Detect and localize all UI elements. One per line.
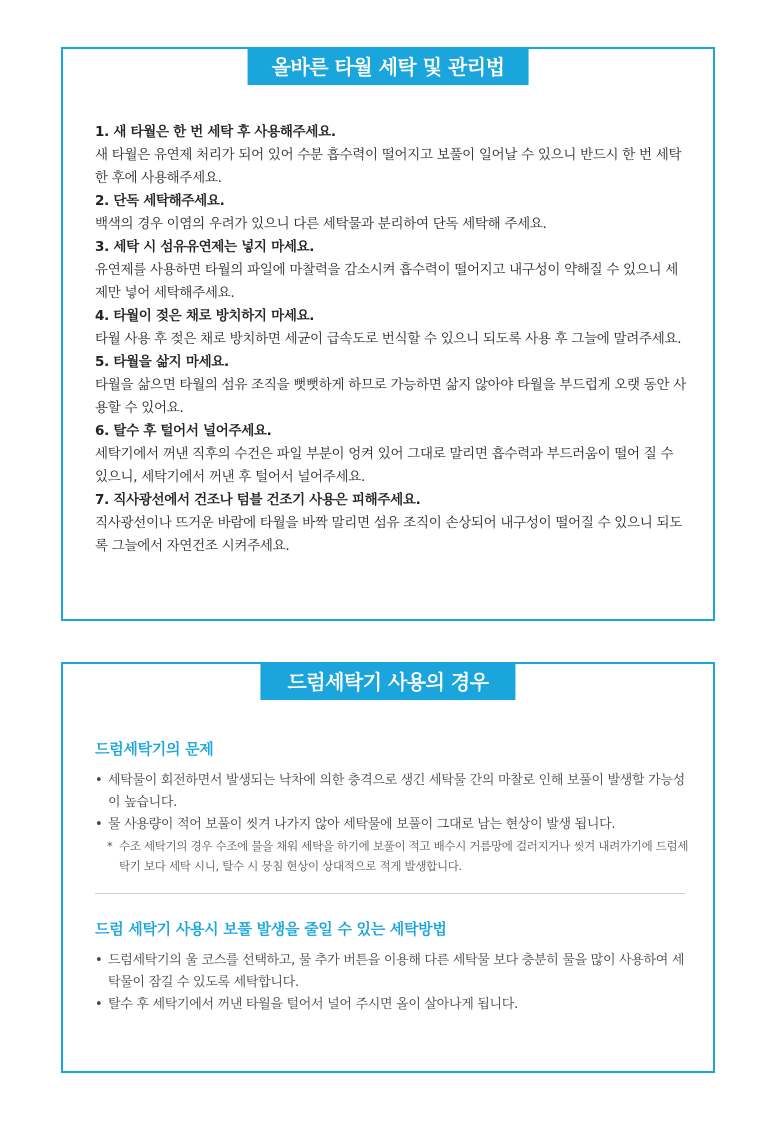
towel-care-section: [61, 47, 715, 621]
care-rule-body: 직사광선이나 뜨거운 바람에 타월을 바짝 말리면 섬유 조직이 손상되어 내구성이 떨어질 수 있으니 되도록 그늘에서 자연건조 시켜주세요.: [95, 515, 683, 554]
care-rule-heading: 7. 직사광선에서 건조나 텀블 건조기 사용은 피해주세요.: [95, 492, 421, 508]
list-item: • 드럼세탁기의 울 코스를 선택하고, 물 추가 버튼을 이용해 다른 세탁물 보다 충분히 물을 많이 사용하여 세탁물이 잠길 수 있도록 세탁합니다.: [95, 950, 691, 994]
drum-method-heading: 드럼 세탁기 사용시 보풀 발생을 줄일 수 있는 세탁방법: [95, 920, 447, 938]
care-rule-heading: 6. 탈수 후 털어서 널어주세요.: [95, 423, 272, 439]
care-rule: [95, 420, 689, 489]
drum-problem-list: [95, 770, 691, 836]
care-rule: [95, 351, 689, 420]
list-item: • 세탁물이 회전하면서 발생되는 낙차에 의한 충격으로 생긴 세탁물 간의 마찰로 인해 보풀이 발생할 가능성이 높습니다.: [95, 770, 691, 814]
care-rule-body: 세탁기에서 꺼낸 직후의 수건은 파일 부분이 엉켜 있어 그대로 말리면 흡수력과 부드러움이 떨어 질 수 있으니, 세탁기에서 꺼낸 후 털어서 널어주세요.: [95, 446, 674, 485]
care-rule-heading: 5. 타월을 삶지 마세요.: [95, 354, 229, 370]
footnote: [95, 836, 691, 876]
care-rule-body: 타월을 삶으면 타월의 섬유 조직을 뻣뻣하게 하므로 가능하면 삶지 않아야 타월을 부드럽게 오랫 동안 사용할 수 있어요.: [95, 377, 686, 416]
list-item: • 물 사용량이 적어 보풀이 씻겨 나가지 않아 세탁물에 보풀이 그대로 남는 현상이 발생 됩니다.: [95, 814, 691, 836]
drum-problem-heading: 드럼세탁기의 문제: [95, 740, 214, 758]
asterisk-mark: *: [107, 839, 113, 853]
care-rule-heading: 2. 단독 세탁해주세요.: [95, 193, 225, 209]
footnote-text: 수조 세탁기의 경우 수조에 물을 채워 세탁을 하기에 보풀이 적고 배수시 거름망에 걸러지거나 씻겨 내려가기에 드럼세탁기 보다 세탁 시니, 탈수 시 뭉침 현상이 상대적으로 적게 발생합니다.: [119, 839, 689, 873]
drum-washer-section: [61, 662, 715, 1073]
care-rule: [95, 489, 689, 558]
drum-problem-block: [95, 738, 691, 876]
section-divider: [95, 893, 685, 894]
care-rule: [95, 121, 689, 190]
care-rule-body: 타월 사용 후 젖은 채로 방치하면 세균이 급속도로 번식할 수 있으니 되도록 사용 후 그늘에 말려주세요.: [95, 331, 682, 347]
care-rules-list: [95, 121, 689, 558]
care-rule: [95, 305, 689, 351]
care-section-title: 올바른 타월 세탁 및 관리법: [248, 49, 529, 85]
care-rule-body: 백색의 경우 이염의 우려가 있으니 다른 세탁물과 분리하여 단독 세탁해 주세요.: [95, 216, 547, 232]
care-rule-heading: 3. 세탁 시 섬유유연제는 넣지 마세요.: [95, 239, 315, 255]
care-rule: [95, 190, 689, 236]
care-rule: [95, 236, 689, 305]
care-rule-heading: 1. 새 타월은 한 번 세탁 후 사용해주세요.: [95, 124, 336, 140]
list-item: • 탈수 후 세탁기에서 꺼낸 타월을 털어서 널어 주시면 올이 살아나게 됩니다.: [95, 994, 691, 1016]
care-rule-body: 새 타월은 유연제 처리가 되어 있어 수분 흡수력이 떨어지고 보풀이 일어날 수 있으니 반드시 한 번 세탁한 후에 사용해주세요.: [95, 147, 682, 186]
drum-method-block: [95, 918, 691, 1016]
care-rule-body: 유연제를 사용하면 타월의 파일에 마찰력을 감소시켜 흡수력이 떨어지고 내구성이 약해질 수 있으니 세제만 넣어 세탁해주세요.: [95, 262, 679, 301]
care-rule-heading: 4. 타월이 젖은 채로 방치하지 마세요.: [95, 308, 315, 324]
drum-section-title: 드럼세탁기 사용의 경우: [260, 664, 515, 700]
drum-method-list: [95, 950, 691, 1016]
